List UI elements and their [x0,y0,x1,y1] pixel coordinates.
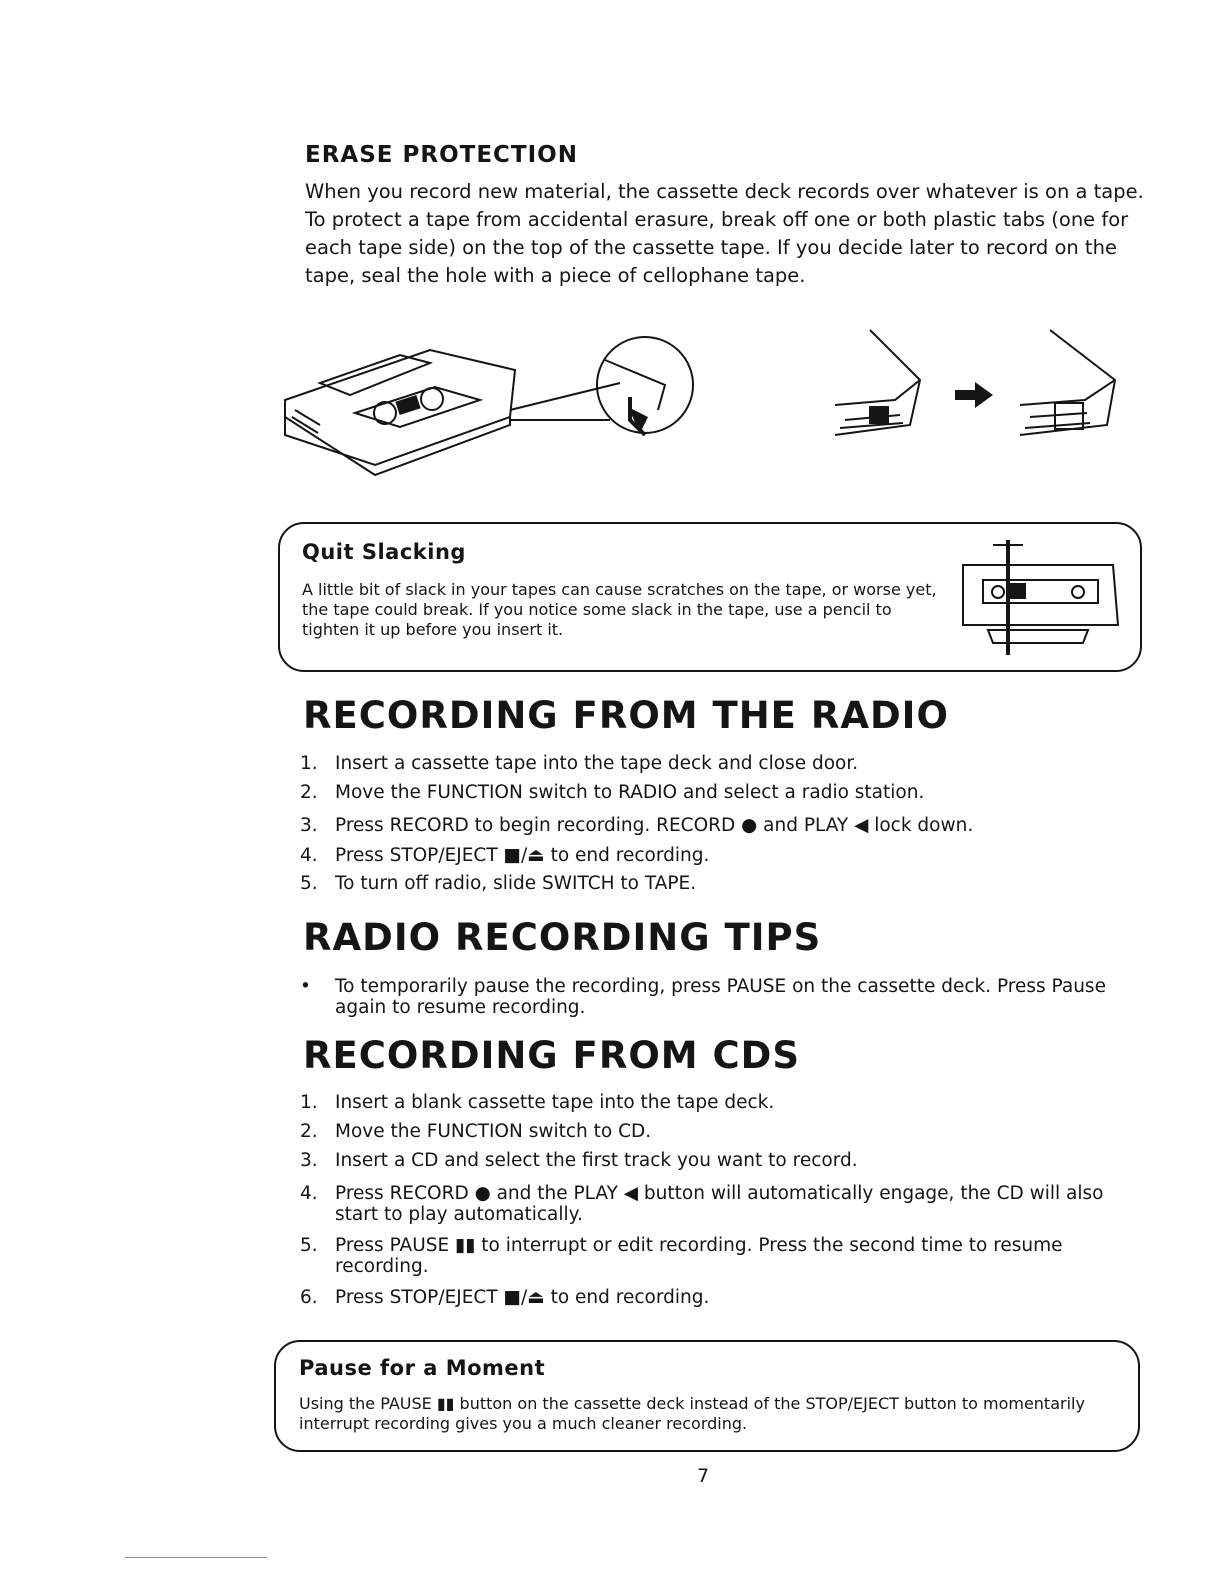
step-text: Press STOP/EJECT ■/⏏ to end recording. [335,845,710,866]
step-text: Press STOP/EJECT ■/⏏ to end recording. [335,1287,710,1308]
page-number: 7 [697,1465,710,1487]
tip-text: To temporarily pause the recording, press PAUSE on the cassette deck. Press Pause again to resume recording. [335,976,1106,1018]
step-number: 1. [300,1092,318,1113]
step-number: 6. [300,1287,318,1308]
pause-moment-title: Pause for a Moment [299,1356,546,1380]
step-number: 3. [300,815,318,836]
step-text: Insert a cassette tape into the tape deck and close door. [335,753,859,774]
step-text: To turn off radio, slide SWITCH to TAPE. [335,873,697,894]
step-number: 5. [300,1235,318,1256]
quit-slacking-body: A little bit of slack in your tapes can cause scratches on the tape, or worse yet, the tape could break. If you notice some slack in the tape, use a pencil to tighten it up before you insert it. [302,580,937,639]
step-text: Press RECORD to begin recording. RECORD ● and PLAY ◀ lock down. [335,815,974,836]
step-text: Press RECORD ● and the PLAY ◀ button will automatically engage, the CD will also start to play automatically. [335,1183,1104,1225]
erase-protection-body: When you record new material, the cassette deck records over whatever is on a tape. To protect a tape from accidental erasure, break off one or both plastic tabs (one for each tape side) on the top of the cassette tape. If you decide later to record on the tape, seal the hole with a piece of cellophane tape. [305,180,1144,287]
pause-moment-body: Using the PAUSE ▮▮ button on the cassette deck instead of the STOP/EJECT button to momentarily interrupt recording gives you a much cleaner recording. [299,1394,1085,1433]
step-number: 4. [300,845,318,866]
erase-protection-title: ERASE PROTECTION [305,142,578,168]
step-number: 4. [300,1183,318,1204]
cassette-tab-illustration [280,325,725,485]
bullet: • [300,976,311,997]
step-number: 2. [300,1121,318,1142]
pencil-cassette-icon [958,535,1123,660]
step-number: 3. [300,1150,318,1171]
tab-removal-illustration [825,325,1125,455]
step-number: 1. [300,753,318,774]
step-text: Insert a blank cassette tape into the tape deck. [335,1092,775,1113]
recording-radio-title: RECORDING FROM THE RADIO [303,694,949,737]
recording-cds-title: RECORDING FROM CDS [303,1034,800,1077]
step-text: Move the FUNCTION switch to RADIO and select a radio station. [335,782,925,803]
step-text: Move the FUNCTION switch to CD. [335,1121,652,1142]
quit-slacking-title: Quit Slacking [302,540,466,564]
radio-tips-title: RADIO RECORDING TIPS [303,916,822,959]
footer-rule [125,1557,267,1558]
step-number: 2. [300,782,318,803]
step-text: Insert a CD and select the first track you want to record. [335,1150,858,1171]
step-text: Press PAUSE ▮▮ to interrupt or edit recording. Press the second time to resume recording. [335,1235,1063,1277]
step-number: 5. [300,873,318,894]
